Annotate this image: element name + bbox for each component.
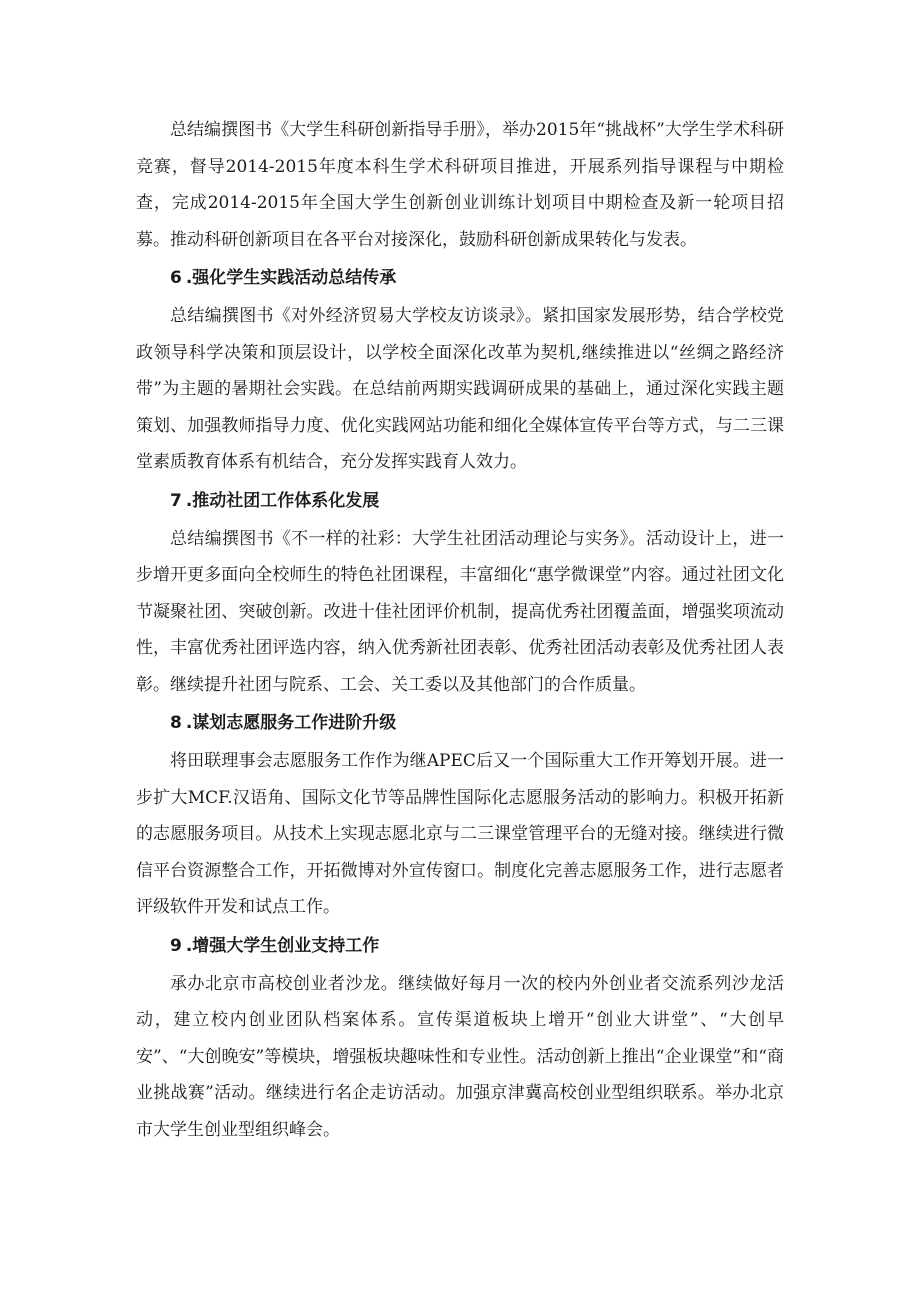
section-heading-7 <box>136 481 784 521</box>
section-number: 8 <box>170 713 182 733</box>
section-title: .强化学生实践活动总结传承 <box>185 268 397 288</box>
section-number: 7 <box>170 490 182 511</box>
paragraph-entrepreneurship: 承办北京市高校创业者沙龙。继续做好每月一次的校内外创业者交流系列沙龙活动，建立校内创业团队档案体系。宣传渠道板块上增开“创业大讲堂”、“大创早安”、“大创晚安”等模块，增强板块趣味性和专业性。活动创新上推出“企业课堂”和“商业挑战赛”活动。继续进行名企走访活动。加强京津冀高校创业型组织联系。举办北京市大学生创业型组织峰会。 <box>136 973 784 1140</box>
paragraph-practice-activities: 总结编撰图书《对外经济贸易大学校友访谈录》。紧扣国家发展形势，结合学校党政领导科学决策和顶层设计，以学校全面深化改革为契机,继续推进以“丝绸之路经济带”为主题的暑期社会实践。在总结前两期实践调研成果的基础上，通过深化实践主题策划、加强教师指导力度、优化实践网站功能和细化全媒体宣传平台等方式，与二三课堂素质教育体系有机结合，充分发挥实践育人效力。 <box>136 306 784 472</box>
section-number: 9 <box>170 935 182 956</box>
section-heading-8 <box>136 703 784 743</box>
paragraph-volunteer-service: 将田联理事会志愿服务工作作为继APEC后又一个国际重大工作开筹划开展。进一步扩大MCF.汉语角、国际文化节等品牌性国际化志愿服务活动的影响力。积极开拓新的志愿服务项目。从技术上实现志愿北京与二三课堂管理平台的无缝对接。继续进行微信平台资源整合工作，开拓微博对外宣传窗口。制度化完善志愿服务工作，进行志愿者评级软件开发和试点工作。 <box>136 751 784 917</box>
paragraph-research-innovation: 总结编撰图书《大学生科研创新指导手册》，举办2015年“挑战杯”大学生学术科研竞赛，督导2014-2015年度本科生学术科研项目推进，开展系列指导课程与中期检查，完成2014-2015年全国大学生创新创业训练计划项目中期检查及新一轮项目招募。推动科研创新项目在各平台对接深化，鼓励科研创新成果转化与发表。 <box>136 120 784 250</box>
section-title: .推动社团工作体系化发展 <box>185 490 380 511</box>
section-title: .谋划志愿服务工作进阶升级 <box>185 713 397 733</box>
document-page <box>136 112 784 1148</box>
section-heading-6 <box>136 258 784 298</box>
section-number: 6 <box>170 268 182 288</box>
paragraph-student-clubs: 总结编撰图书《不一样的社彩：大学生社团活动理论与实务》。活动设计上，进一步增开更多面向全校师生的特色社团课程，丰富细化“惠学微课堂”内容。通过社团文化节凝聚社团、突破创新。改进十佳社团评价机制，提高优秀社团覆盖面，增强奖项流动性，丰富优秀社团评选内容，纳入优秀新社团表彰、优秀社团活动表彰及优秀社团人表彰。继续提升社团与院系、工会、关工委以及其他部门的合作质量。 <box>136 528 784 695</box>
section-heading-9 <box>136 926 784 966</box>
section-title: .增强大学生创业支持工作 <box>185 935 380 956</box>
